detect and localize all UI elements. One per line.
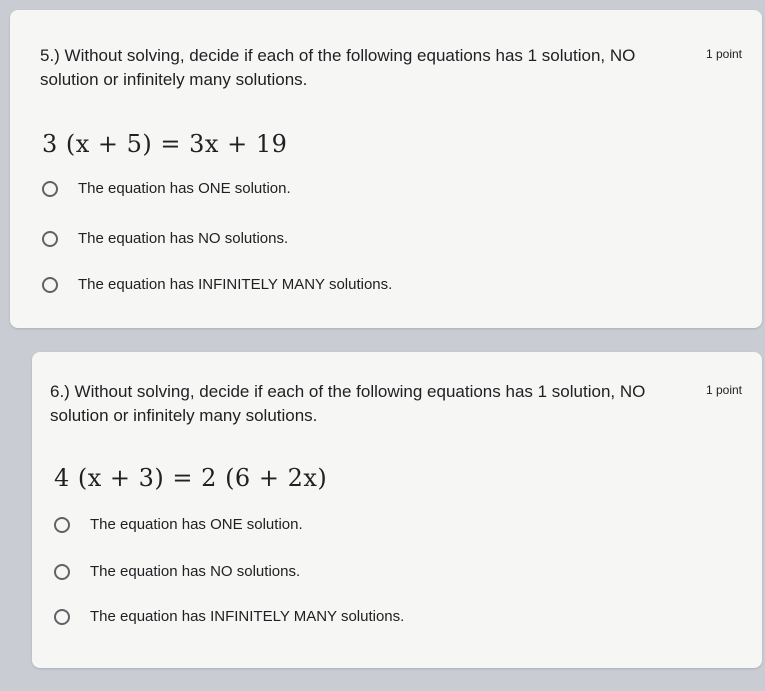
radio-unchecked-icon[interactable]	[42, 231, 58, 247]
question-title: 6.) Without solving, decide if each of the following equations has 1 solution, NO solution or infinitely many solutions.	[50, 382, 646, 425]
radio-unchecked-icon[interactable]	[54, 564, 70, 580]
option-infinitely-many[interactable]	[42, 276, 392, 293]
question-card-5	[10, 10, 762, 328]
equation: 4 (x + 3) = 2 (6 + 2x)	[54, 464, 328, 492]
radio-unchecked-icon[interactable]	[42, 181, 58, 197]
equation: 3 (x + 5) = 3x + 19	[42, 130, 288, 158]
radio-unchecked-icon[interactable]	[54, 517, 70, 533]
radio-unchecked-icon[interactable]	[42, 277, 58, 293]
points-label: 1 point	[705, 383, 742, 397]
option-label: The equation has NO solutions.	[78, 230, 289, 247]
option-label: The equation has ONE solution.	[78, 180, 291, 197]
question-header	[40, 44, 742, 92]
option-one-solution[interactable]	[42, 180, 291, 197]
option-one-solution[interactable]	[54, 516, 303, 533]
question-title: 5.) Without solving, decide if each of the following equations has 1 solution, NO solution or infinitely many solutions.	[40, 46, 636, 89]
option-label: The equation has INFINITELY MANY solutions.	[78, 276, 393, 293]
option-label: The equation has INFINITELY MANY solutions.	[90, 608, 405, 625]
option-infinitely-many[interactable]	[54, 608, 404, 625]
option-label: The equation has ONE solution.	[90, 516, 303, 533]
option-no-solutions[interactable]	[42, 230, 288, 247]
question-header	[50, 380, 742, 428]
option-label: The equation has NO solutions.	[90, 563, 301, 580]
question-card-6	[32, 352, 762, 668]
radio-unchecked-icon[interactable]	[54, 609, 70, 625]
points-label: 1 point	[705, 47, 742, 61]
option-no-solutions[interactable]	[54, 563, 300, 580]
